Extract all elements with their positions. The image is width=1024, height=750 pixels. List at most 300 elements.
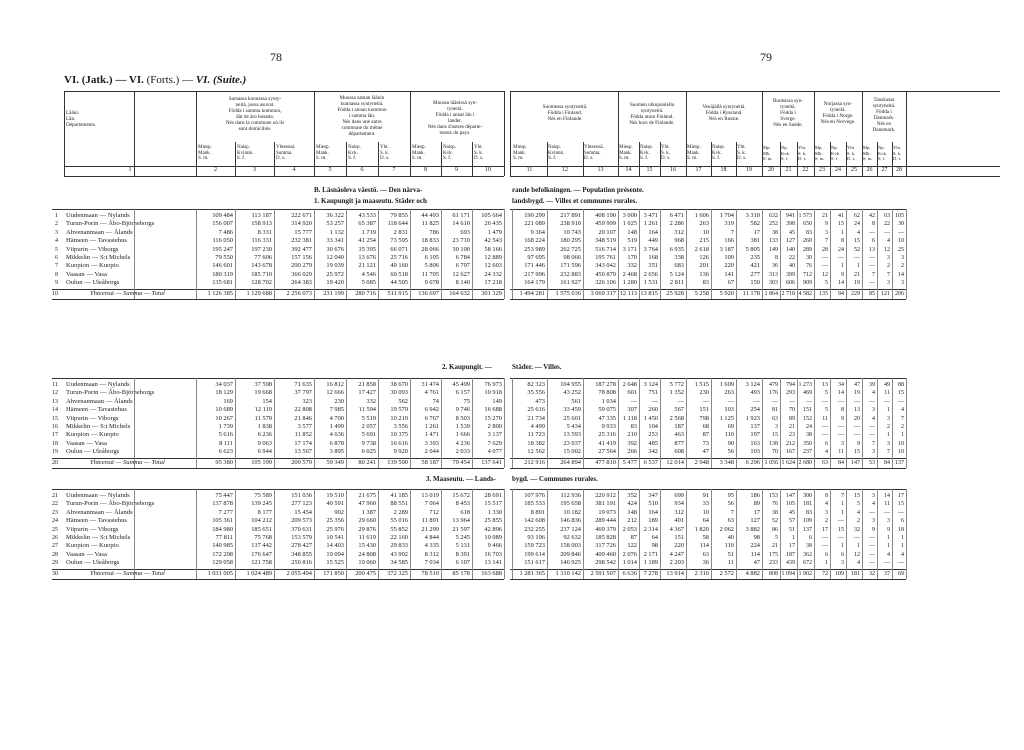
table-cell: 348 519 — [595, 237, 616, 245]
row-label: Mikkelin — S:t Michels — [66, 254, 131, 261]
table-cell: 16 703 — [484, 550, 502, 558]
table-cell: 459 999 — [595, 220, 616, 228]
table-cell: 135 — [819, 290, 828, 297]
table-cell: 8 503 — [455, 414, 470, 422]
table-cell: 9 — [825, 221, 828, 228]
section-2-title-left: 2. Kaupungit. — — [442, 363, 492, 371]
rule-vertical — [736, 209, 737, 299]
table-cell: 232 883 — [560, 270, 581, 278]
table-cell: 238 910 — [560, 220, 581, 228]
rule-vertical — [830, 378, 831, 468]
table-cell: — — [838, 535, 844, 541]
table-cell: 303 — [769, 280, 778, 287]
table-cell: 212 916 — [524, 458, 545, 466]
table-cell: 45 — [789, 509, 795, 516]
table-cell: 136 697 — [418, 289, 439, 297]
row-number: 1 — [55, 213, 58, 219]
rule-vertical — [762, 209, 763, 299]
rule-vertical — [441, 378, 442, 468]
table-cell: 171 850 — [323, 569, 344, 577]
table-cell: — — [869, 229, 875, 236]
table-cell: 10 743 — [563, 228, 581, 236]
table-cell: 38 670 — [390, 381, 408, 388]
table-cell: 338 — [674, 254, 684, 261]
table-cell: — — [854, 398, 860, 405]
table-cell: 372 325 — [387, 569, 408, 577]
table-cell: 163 — [750, 439, 760, 447]
table-cell: 1 820 — [694, 525, 709, 533]
table-cell: 15 430 — [358, 542, 376, 550]
table-cell: 6 — [841, 551, 844, 558]
table-cell: 47 335 — [598, 414, 616, 422]
table-cell: 25 356 — [326, 517, 344, 525]
table-cell: 140 985 — [212, 542, 233, 550]
table-cell: 6 767 — [424, 414, 439, 422]
rule-vertical — [892, 209, 893, 299]
table-cell: 366 029 — [291, 270, 312, 278]
table-cell: 41 254 — [358, 237, 376, 245]
table-cell: 37 797 — [294, 389, 312, 397]
table-cell: 24 — [838, 246, 844, 253]
rule-vertical — [472, 209, 473, 299]
column-number: 19 — [746, 167, 752, 173]
table-cell: 12 113 — [619, 289, 637, 297]
table-cell: 15 270 — [484, 414, 502, 422]
table-cell: 4 — [901, 407, 904, 414]
row-number: 28 — [52, 551, 58, 558]
row-number: 4 — [55, 238, 58, 245]
table-cell: 17 174 — [294, 439, 312, 447]
table-cell: 53 — [869, 459, 875, 466]
table-cell: 137 442 — [251, 542, 272, 550]
table-cell: 485 — [648, 439, 658, 447]
table-cell: 109 — [835, 570, 844, 577]
table-cell: 253 — [648, 431, 658, 439]
rule-vertical — [583, 209, 584, 299]
table-cell: 15 — [854, 449, 860, 456]
table-cell: 210 — [627, 431, 637, 439]
table-cell: 1 189 — [643, 559, 658, 567]
rule-vertical — [235, 209, 236, 299]
row-number: 7 — [55, 263, 58, 270]
table-cell: 109 484 — [212, 212, 233, 219]
table-cell: 6 636 — [622, 569, 637, 577]
table-cell: 137 878 — [212, 500, 233, 508]
row-label: Ahvenanmaan — Ålands — [66, 397, 133, 405]
table-cell: 1 923 — [745, 414, 760, 422]
table-cell: — — [838, 398, 844, 405]
table-cell: 21 299 — [421, 525, 439, 533]
rule-horizontal — [52, 378, 504, 379]
table-cell: 1 739 — [218, 423, 233, 430]
rule-vertical — [618, 209, 619, 299]
table-cell: 1 494 281 — [519, 289, 545, 297]
column-number: 5 — [328, 167, 332, 173]
rule-vertical — [196, 378, 197, 468]
table-cell: 21 — [822, 213, 828, 219]
table-cell: 186 — [750, 492, 760, 499]
table-cell: 4 — [901, 551, 904, 558]
table-cell: 4 — [825, 449, 828, 456]
table-cell: — — [822, 424, 828, 430]
table-cell: 84 — [838, 459, 844, 466]
table-cell: 69 — [727, 423, 734, 430]
table-cell: 4 — [872, 501, 875, 508]
table-cell: 5 — [825, 390, 828, 397]
row-number: 20 — [52, 459, 58, 466]
table-cell: 36 — [702, 559, 709, 567]
table-cell: 1 387 — [361, 508, 376, 516]
section-1-title-left: 1. Kaupungit ja maaseutu. Städer och — [314, 197, 427, 205]
table-cell: 516 714 — [595, 245, 616, 253]
table-cell: 2 572 — [719, 569, 734, 577]
table-cell: 168 — [648, 254, 658, 261]
table-cell: 91 — [702, 492, 709, 499]
table-cell: 154 — [262, 397, 272, 405]
table-cell: 98 — [651, 542, 658, 550]
table-cell: 13 815 — [640, 289, 658, 297]
column-number: 27 — [881, 167, 888, 173]
row-number: 5 — [55, 246, 58, 253]
table-cell: 83 — [630, 423, 637, 430]
table-cell: — — [838, 255, 844, 261]
table-cell: 3 895 — [329, 448, 344, 456]
table-cell: 263 — [699, 220, 709, 228]
table-cell: 352 — [627, 492, 637, 499]
subheader-label: Miesp. Mank. S. m. — [316, 145, 330, 161]
table-cell: 11 — [838, 449, 844, 456]
table-cell: 25 316 — [598, 431, 616, 439]
table-cell: 104 955 — [560, 381, 581, 388]
table-cell: 307 — [627, 406, 637, 414]
table-cell: 3 — [887, 415, 890, 422]
table-cell: 1 — [825, 560, 828, 567]
table-cell: 59 349 — [326, 458, 344, 466]
rule-vertical — [410, 209, 411, 299]
table-cell: 6 878 — [329, 439, 344, 447]
rule-vertical — [196, 209, 197, 299]
row-label: Kuopion — Kuopio — [66, 542, 119, 550]
rule-horizontal — [510, 579, 906, 580]
table-cell: 221 089 — [524, 220, 545, 228]
table-cell: 25 616 — [527, 406, 545, 414]
table-cell: 9 — [887, 526, 890, 533]
table-cell: — — [727, 397, 734, 405]
table-cell: 618 — [460, 508, 470, 516]
table-cell: — — [838, 518, 844, 525]
table-cell: 314 920 — [291, 220, 312, 228]
row-label: Oulun — Uleåborgs — [66, 279, 120, 287]
rule-vertical — [660, 378, 661, 468]
rule-vertical — [134, 489, 135, 579]
table-cell: 43 252 — [563, 389, 581, 397]
table-cell: 22 808 — [294, 406, 312, 414]
table-cell: 230 — [334, 397, 344, 405]
table-cell: 370 631 — [291, 525, 312, 533]
rule-vertical — [512, 489, 513, 579]
table-cell: 197 230 — [251, 245, 272, 253]
table-cell: 37 — [884, 570, 890, 577]
table-cell: 77 606 — [254, 254, 272, 261]
table-cell: 151 — [674, 534, 684, 541]
table-cell: 13 141 — [484, 559, 502, 567]
rule-horizontal — [52, 579, 504, 580]
table-cell: 63 — [884, 213, 890, 219]
table-cell: 5 434 — [566, 423, 581, 430]
table-cell: 156 007 — [212, 220, 233, 228]
table-cell: 280 716 — [355, 289, 376, 297]
table-cell: — — [651, 397, 658, 405]
table-cell: 9 738 — [361, 439, 376, 447]
table-cell: 6 — [872, 238, 875, 245]
table-cell: 85 — [869, 290, 875, 297]
table-cell: 1 609 — [719, 381, 734, 388]
rule-vertical — [134, 209, 135, 299]
table-cell: 197 — [750, 431, 760, 439]
table-cell: 469 — [803, 390, 812, 397]
table-cell: 1 — [841, 263, 844, 270]
table-cell: 19 — [854, 390, 860, 397]
table-cell: 41 — [838, 213, 844, 219]
column-number: 18 — [720, 167, 727, 173]
table-cell: 105 664 — [481, 212, 502, 219]
table-cell: 80 241 — [358, 458, 376, 466]
table-cell: 7 — [730, 508, 734, 516]
table-cell: 139 590 — [387, 458, 408, 466]
table-cell: 220 912 — [595, 492, 616, 499]
table-cell: 262 725 — [560, 245, 581, 253]
table-cell: 7 — [887, 271, 890, 278]
rule-vertical — [762, 489, 763, 579]
rule-vertical — [660, 209, 661, 299]
row-number: 21 — [52, 493, 58, 499]
rule-horizontal — [52, 299, 504, 300]
row-label: Turun-Porin — Åbo-Björneborgs — [66, 500, 155, 508]
table-cell: — — [753, 397, 760, 405]
table-cell: 2 800 — [487, 423, 502, 430]
table-cell: 36 322 — [326, 212, 344, 219]
table-cell: 4 335 — [424, 542, 439, 550]
table-cell: 2 568 — [669, 414, 684, 422]
table-cell: — — [677, 397, 684, 405]
rule-vertical — [736, 489, 737, 579]
row-number: 17 — [52, 432, 58, 439]
title-part-d: VI. (Suite.) — [195, 74, 247, 86]
table-cell: 11 — [884, 390, 890, 397]
table-cell: 3 — [825, 509, 828, 516]
table-cell: 11 178 — [742, 289, 760, 297]
table-cell: 21 858 — [358, 381, 376, 388]
table-cell: — — [789, 398, 795, 405]
row-number: 6 — [55, 255, 58, 261]
table-cell: 42 — [869, 213, 875, 219]
table-cell: 23 — [789, 432, 795, 439]
table-cell: 12 666 — [326, 389, 344, 397]
table-cell: 6 107 — [455, 559, 470, 567]
page-number-right: 79 — [760, 50, 772, 64]
table-cell: 187 — [786, 551, 795, 558]
table-cell: 342 — [648, 448, 658, 456]
table-cell: 146 601 — [212, 262, 233, 270]
table-cell: 21 675 — [358, 492, 376, 499]
header-born-russia: Venäjällä syntyneitä. Födda i Ryssland. Nés en Russie. — [702, 104, 746, 122]
subheader-label: Yht. S. k. D. s. — [798, 145, 807, 161]
column-number: 24 — [835, 167, 841, 173]
table-cell: 82 323 — [527, 381, 545, 388]
table-cell: — — [822, 398, 828, 405]
table-cell: — — [869, 551, 875, 558]
table-cell: 137 641 — [481, 458, 502, 466]
table-cell: 164 — [648, 228, 658, 236]
table-cell: 10 — [898, 238, 904, 245]
table-cell: 33 — [702, 500, 709, 508]
table-cell: 19 510 — [326, 492, 344, 499]
table-cell: 76 — [772, 501, 778, 508]
table-cell: 72 — [822, 570, 828, 577]
table-cell: 21 846 — [294, 414, 312, 422]
table-cell: 450 879 — [595, 270, 616, 278]
table-cell: 232 255 — [524, 525, 545, 533]
subheader-label: Yht. S. k. D. s. — [380, 145, 390, 161]
table-cell: 5 772 — [669, 381, 684, 388]
table-cell: 567 — [674, 406, 684, 414]
table-cell: 30 100 — [452, 245, 470, 253]
table-cell: 298 542 — [595, 559, 616, 567]
table-cell: 562 — [398, 397, 408, 405]
table-cell: 58 166 — [484, 245, 502, 253]
table-cell: 5 519 — [361, 414, 376, 422]
table-cell: 2 811 — [669, 279, 684, 287]
table-cell: — — [838, 432, 844, 439]
table-cell: 34 — [838, 382, 844, 388]
table-cell: 20 — [854, 415, 860, 422]
table-cell: 7 — [901, 415, 904, 422]
table-cell: 38 — [806, 432, 812, 439]
row-number: 9 — [55, 280, 58, 287]
column-number: 16 — [670, 167, 676, 173]
table-cell: 137 — [750, 423, 760, 430]
table-cell: — — [806, 398, 812, 405]
table-cell: 290 279 — [291, 262, 312, 270]
table-cell: 1 125 — [719, 414, 734, 422]
table-cell: 3 000 — [622, 212, 637, 219]
section-3-title-right: bygd. — Communes rurales. — [512, 475, 598, 483]
table-cell: 1 — [841, 543, 844, 550]
table-cell: 250 816 — [291, 559, 312, 567]
table-cell: 1 666 — [455, 431, 470, 439]
table-cell: 10 219 — [390, 414, 408, 422]
table-cell: 15 — [898, 390, 904, 397]
table-cell: 29 833 — [390, 542, 408, 550]
subheader-label: Yht. S. k. D. s. — [661, 145, 671, 161]
table-cell: 254 — [750, 406, 760, 414]
table-cell: 63 — [772, 415, 778, 422]
table-cell: 1 575 036 — [555, 289, 581, 297]
subheader-label: Np. Kvk. S. f. — [781, 145, 791, 161]
table-cell: 45 499 — [452, 381, 470, 388]
table-cell: 9 466 — [487, 542, 502, 550]
table-cell: 20 107 — [598, 228, 616, 236]
rule-vertical — [830, 489, 831, 579]
table-cell: 12 627 — [452, 270, 470, 278]
table-cell: 510 — [648, 500, 658, 508]
column-number: 26 — [866, 167, 873, 173]
table-cell: 184 980 — [212, 525, 233, 533]
table-cell: 10 — [898, 440, 904, 447]
section-3-title-left: 3. Maaseutu. — Lands- — [426, 475, 496, 483]
rule-vertical — [378, 489, 379, 579]
table-cell: 41 419 — [598, 439, 616, 447]
table-cell: 1 118 — [622, 414, 637, 422]
table-cell: 319 — [724, 220, 734, 228]
rule-vertical — [686, 209, 687, 299]
row-label: Viipurin — Viborgs — [66, 245, 119, 253]
row-label: Hämeen — Tavastehus — [66, 517, 127, 525]
row-label: Mikkelin — S:t Michels — [66, 423, 131, 430]
table-cell: 3 — [887, 518, 890, 525]
table-cell: 2 062 — [719, 525, 734, 533]
table-cell: 64 — [651, 534, 658, 541]
table-cell: 1 034 — [601, 397, 616, 405]
table-cell: 2 — [857, 518, 860, 525]
table-cell: 217 996 — [524, 270, 545, 278]
table-cell: 185 651 — [251, 525, 272, 533]
table-cell: 3 — [825, 229, 828, 236]
table-cell: 151 036 — [291, 492, 312, 499]
table-cell: 11 — [727, 559, 734, 567]
table-cell: 2 286 — [669, 220, 684, 228]
subheader-label: Naisp. Kvk. S. f. — [443, 145, 456, 161]
table-cell: 312 — [674, 508, 684, 516]
table-cell: 12 — [822, 271, 828, 278]
table-cell: 408 190 — [595, 212, 616, 219]
title-part-c: (Forts.) — — [146, 74, 194, 86]
rule-vertical — [618, 489, 619, 579]
rule-vertical — [547, 489, 548, 579]
table-cell: 87 — [630, 534, 637, 541]
table-cell: 7 — [872, 271, 875, 278]
table-cell: 6 537 — [643, 458, 658, 466]
table-cell: 6 935 — [669, 245, 684, 253]
rule-vertical — [797, 209, 798, 299]
table-cell: 13 019 — [421, 492, 439, 499]
table-cell: 79 550 — [215, 254, 233, 261]
page-title — [64, 74, 246, 86]
table-cell: 25 928 — [666, 289, 684, 297]
table-cell: 3 — [887, 280, 890, 287]
table-cell: 6 157 — [455, 389, 470, 397]
table-cell: 16 812 — [326, 381, 344, 388]
table-cell: 1 — [887, 407, 890, 414]
row-number: 25 — [52, 526, 58, 533]
table-cell: 12 603 — [484, 262, 502, 270]
table-cell: 15 — [772, 432, 778, 439]
table-cell: 47 — [702, 448, 709, 456]
table-cell: 439 — [786, 560, 795, 567]
table-cell: 9 063 — [257, 439, 272, 447]
table-cell: 699 — [674, 492, 684, 499]
table-cell: — — [898, 229, 904, 236]
table-cell: 323 — [302, 397, 312, 405]
table-cell: 185 533 — [524, 500, 545, 508]
table-cell: 63 — [822, 459, 828, 466]
table-cell: 14 — [898, 271, 904, 278]
table-cell: 6 944 — [257, 448, 272, 456]
table-cell: 23 037 — [563, 439, 581, 447]
table-cell: 6 236 — [257, 431, 272, 439]
table-cell: 421 — [750, 262, 760, 270]
table-cell: 1 479 — [487, 228, 502, 236]
